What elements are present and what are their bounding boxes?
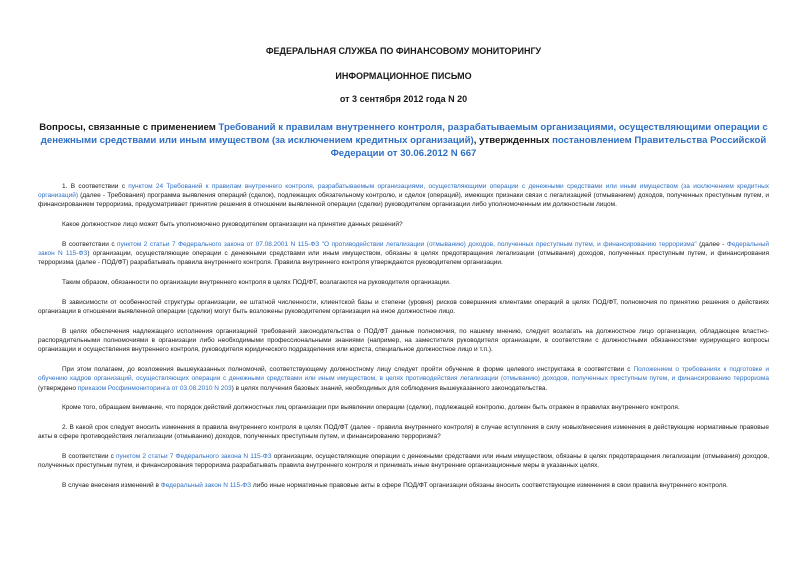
federal-law-115-link[interactable]: Федеральный закон N 115-ФЗ (160, 482, 252, 490)
training-regulation-link[interactable]: Положением о требованиях к подготовке и обучению кадров организаций, осуществляющих операции с денежными средствами или иным имуществом, в целях противодействия легализации (отмыванию) доходов, полученных преступным путем, и финансированию терроризма (38, 366, 769, 383)
federal-law-article-7-link[interactable]: пунктом 2 статьи 7 Федерального закона от 07.08.2001 N 115-ФЗ "О противодействии легализации (отмыванию) доходов, полученных преступным путем, и финансированию терроризма" (117, 241, 697, 248)
paragraph-5: В зависимости от особенностей структуры организации, ее штатной численности, клиентской базы и степени (уровня) рисков совершения клиентами операций в целях ПОД/ФТ, полномочия по принятию решения о действиях организации в отношении выявленной операции (сделки) могут быть возложены руководителем организации на иное должностное лицо. (38, 299, 769, 316)
paragraph-10 (38, 452, 769, 470)
paragraph-text: В соответствии с (62, 453, 116, 461)
paragraph-text: (далее - Требования) программа выявления операций (сделок), подлежащих обязательному контролю, и сделок (операций), имеющих признаки связи с легализацией (отмыванием) доходов, полученных преступным путем, и финансированием терроризма, предусматривает принятие решения в отношении выявленной операции (сделки) руководителем организации либо уполномоченным им должностным лицом. (38, 192, 769, 209)
document-type-heading: ИНФОРМАЦИОННОЕ ПИСЬМО (335, 71, 472, 81)
paragraph-text: ) организации, осуществляющие операции с денежными средствами или иным имуществом, обязаны в целях предотвращения легализации (отмывания) доходов, полученных преступным путем, и финансирования терроризма (далее - ПОД/ФТ) разрабатывать правила внутреннего контроля. Правила внутреннего контроля утверждаются руководителем организации. (38, 250, 769, 267)
rosfinmonitoring-order-link[interactable]: приказом Росфинмониторинга от 03.08.2010 N 203 (77, 384, 232, 392)
subject-resolution-link[interactable]: постановлением Правительства Российской Федерации от 30.06.2012 N 667 (330, 135, 767, 159)
paragraph-text: 1. В соответствии с (62, 183, 129, 190)
date-number-heading: от 3 сентября 2012 года N 20 (339, 94, 468, 104)
paragraph-8: Кроме того, обращаем внимание, что порядок действий должностных лиц организации при выявлении операции (сделки), подлежащей контролю, должен быть отражен в правилах внутреннего контроля. (62, 404, 680, 412)
paragraph-11 (38, 481, 769, 490)
requirements-clause-24-link[interactable]: пунктом 24 Требований к правилам внутреннего контроля, разрабатываемым организациями, осуществляющими операции с денежными средствами или иным имуществом (за исключением кредитных организаций) (38, 183, 769, 200)
paragraph-3 (38, 240, 769, 268)
paragraph-text: (утверждено (38, 384, 78, 392)
paragraph-9-question: 2. В какой срок следует вносить изменения в правила внутреннего контроля в целях ПОД/ФТ (далее - правила внутреннего контроля) в случае вступления в силу новых/внесения изменения в действующие нормативные правовые акты в сфере противодействия легализации (отмыванию) доходов, полученных преступным путем, и финансированию терроризма? (38, 424, 769, 441)
subject-text: , утвержденных (473, 135, 553, 146)
document-subject (38, 121, 769, 160)
paragraph-text: либо иные нормативные правовые акты в сфере ПОД/ФТ организации обязаны вносить соответствующие изменения в свои правила внутреннего контроля. (251, 482, 728, 490)
paragraph-7 (38, 365, 769, 393)
paragraph-text: В соответствии с (62, 241, 118, 248)
paragraph-2-question: Какое должностное лицо может быть уполномочено руководителем организации на принятие данных решений? (62, 221, 403, 229)
paragraph-4: Таким образом, обязанности по организации внутреннего контроля в целях ПОД/ФТ, возлагаются на руководителя организации. (62, 279, 451, 287)
paragraph-text: В случае внесения изменений в (62, 482, 161, 490)
paragraph-text: ) в целях получения базовых знаний, необходимых для соблюдения вышеуказанного законодательства. (231, 384, 548, 392)
paragraph-text: При этом полагаем, до возложения вышеуказанных полномочий, соответствующему должностному лицу следует пройти обучение в форме целевого инструктажа в соответствии с (62, 366, 634, 374)
federal-law-article-7-link[interactable]: пунктом 2 статьи 7 Федерального закона N 115-ФЗ (115, 453, 272, 461)
paragraph-text: организации, осуществляющие операции с денежными средствами или иным имуществом, обязаны в целях предотвращения легализации (отмывания) доходов, полученных преступным путем, и финансирования терроризма разрабатывать правила внутреннего контроля и принимать иные внутренние организационные меры в указанных целях. (38, 453, 769, 470)
subject-requirements-link[interactable]: Требований к правилам внутреннего контроля, разрабатываемым организациями, осуществляющими операции с денежными средствами или иным имуществом (за исключением кредитных организаций) (40, 122, 768, 146)
paragraph-1 (38, 182, 769, 210)
organization-heading: ФЕДЕРАЛЬНАЯ СЛУЖБА ПО ФИНАНСОВОМУ МОНИТОРИНГУ (265, 46, 542, 56)
paragraph-text: (далее - (696, 241, 727, 248)
paragraph-6: В целях обеспечения надлежащего исполнения организацией требований законодательства о ПОД/ФТ данные полномочия, по нашему мнению, следует возлагать на должностное лицо организации, обладающее властно-распорядительными полномочиями в организации либо необходимыми профессиональными знаниями (например, на заместителя руководителя организации, в соответствии с должностными обязанностями курирующего вопросы организации и осуществления внутреннего контроля, руководителя юридического подразделения или юриста, специальное должностное лицо и т.п.). (38, 328, 769, 354)
federal-law-115-link[interactable]: Федеральный закон N 115-ФЗ (38, 241, 769, 258)
document-body (38, 182, 769, 490)
subject-text: Вопросы, связанные с применением (39, 122, 219, 133)
